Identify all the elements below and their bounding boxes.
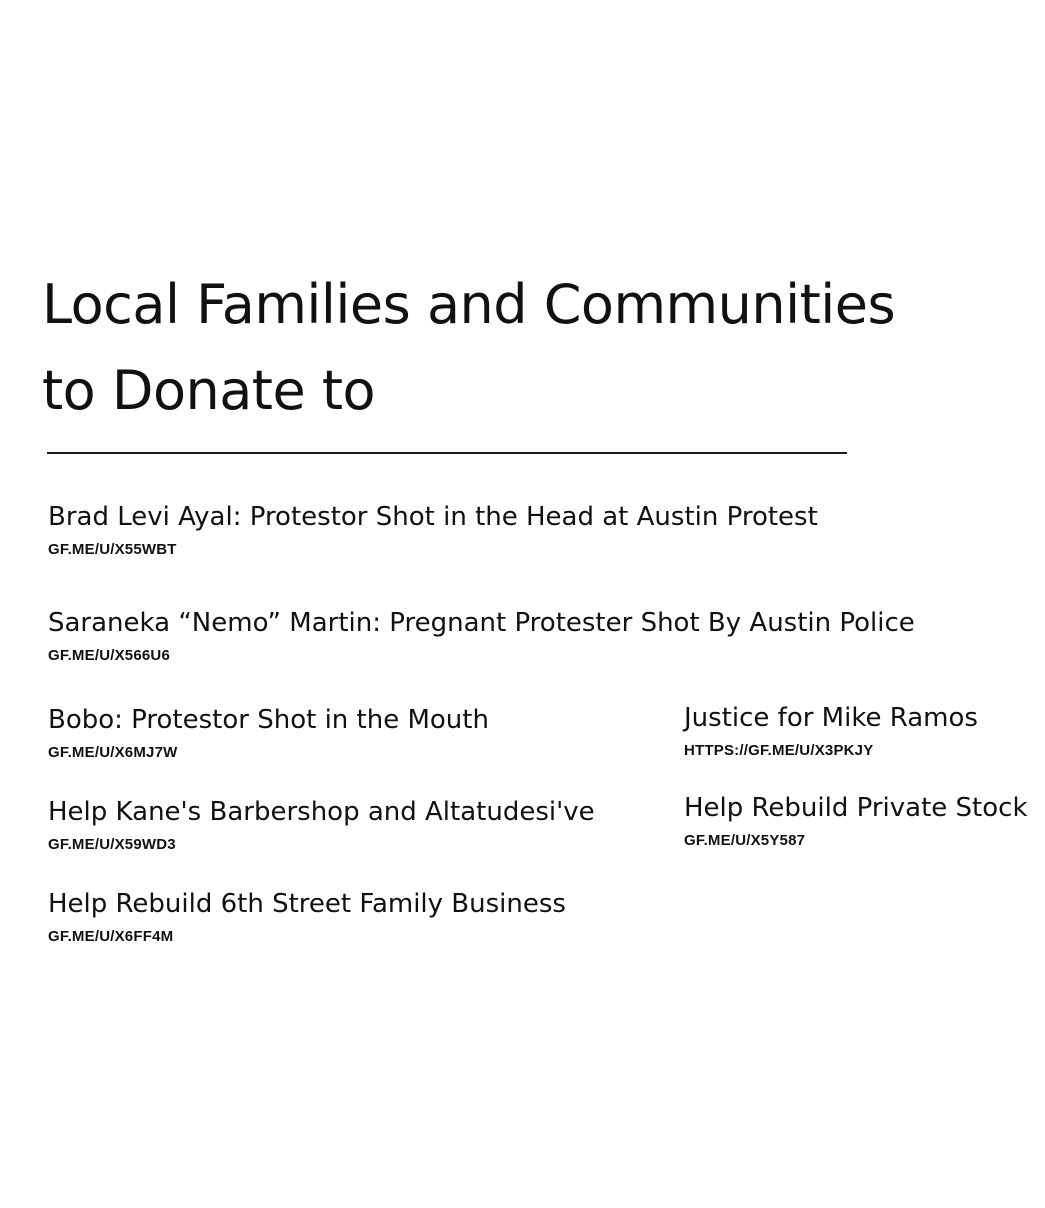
donation-entry-private-stock — [684, 793, 1028, 850]
donation-entry-6th-street-business — [48, 889, 566, 946]
donation-link[interactable]: GF.ME/U/X55WBT — [48, 541, 177, 558]
donation-entry-title: Help Rebuild Private Stock — [684, 793, 1028, 823]
donation-entry-title: Help Kane's Barbershop and Altatudesi've — [48, 797, 595, 827]
donation-entry-title: Brad Levi Ayal: Protestor Shot in the Head at Austin Protest — [48, 502, 818, 532]
page-title-line-2: to Donate to — [42, 359, 376, 422]
donation-link[interactable]: GF.ME/U/X566U6 — [48, 647, 171, 664]
donation-entry-title: Justice for Mike Ramos — [684, 703, 978, 733]
donation-link[interactable]: GF.ME/U/X6MJ7W — [48, 744, 178, 761]
donation-entry-title: Bobo: Protestor Shot in the Mouth — [48, 705, 489, 735]
title-divider — [47, 452, 847, 454]
donation-entry-mike-ramos — [684, 703, 978, 760]
donation-link[interactable]: GF.ME/U/X6FF4M — [48, 928, 174, 945]
donation-entry-bobo — [48, 705, 489, 762]
donation-entry-title: Saraneka “Nemo” Martin: Pregnant Protester Shot By Austin Police — [48, 608, 915, 638]
donation-link[interactable]: GF.ME/U/X5Y587 — [684, 832, 806, 849]
donation-entry-title: Help Rebuild 6th Street Family Business — [48, 889, 566, 919]
donation-entry-saraneka-martin — [48, 608, 915, 665]
page-title — [42, 262, 942, 434]
donation-link[interactable]: HTTPS://GF.ME/U/X3PKJY — [684, 742, 874, 759]
donation-entry-kanes-barbershop — [48, 797, 595, 854]
donation-entry-brad-levi-ayal — [48, 502, 818, 559]
page-title-line-1: Local Families and Communities — [42, 273, 896, 336]
donation-link[interactable]: GF.ME/U/X59WD3 — [48, 836, 176, 853]
